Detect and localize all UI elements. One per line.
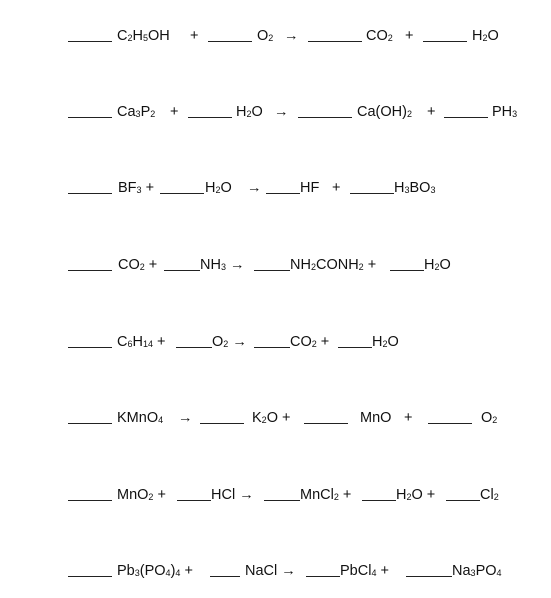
coefficient-blank[interactable] bbox=[428, 423, 472, 424]
formula: $Ca(OH)_2$ bbox=[357, 104, 412, 120]
coefficient-blank[interactable] bbox=[254, 270, 290, 271]
formula: $BF_3$ + bbox=[118, 180, 155, 196]
equation-6 bbox=[0, 410, 551, 434]
coefficient-blank[interactable] bbox=[68, 576, 112, 577]
formula: MnO bbox=[360, 410, 392, 426]
coefficient-blank[interactable] bbox=[200, 423, 244, 424]
formula: MnCl$_2$ + bbox=[300, 487, 352, 503]
coefficient-blank[interactable] bbox=[188, 117, 232, 118]
coefficient-blank[interactable] bbox=[350, 193, 394, 194]
formula: $CO_2$ + bbox=[118, 257, 158, 273]
formula: $O_2$ → bbox=[212, 334, 247, 350]
equation-3 bbox=[0, 180, 551, 204]
formula: $CO_2$ bbox=[366, 28, 393, 44]
equation-8 bbox=[0, 563, 551, 587]
formula: $NH_3$ → bbox=[200, 257, 245, 273]
coefficient-blank[interactable] bbox=[304, 423, 348, 424]
coefficient-blank[interactable] bbox=[254, 347, 290, 348]
formula: $H_3BO_3$ bbox=[394, 180, 436, 196]
coefficient-blank[interactable] bbox=[406, 576, 452, 577]
equation-7 bbox=[0, 487, 551, 511]
coefficient-blank[interactable] bbox=[160, 193, 204, 194]
formula: $H_2O$ bbox=[472, 28, 499, 44]
equation-4 bbox=[0, 257, 551, 281]
coefficient-blank[interactable] bbox=[362, 500, 396, 501]
equation-2 bbox=[0, 104, 551, 128]
coefficient-blank[interactable] bbox=[446, 500, 480, 501]
plus-sign: + bbox=[427, 104, 436, 120]
formula: $C_2H_5OH$ bbox=[117, 28, 170, 44]
formula: MnO$_2$ + bbox=[117, 487, 166, 503]
plus-sign: + bbox=[332, 180, 341, 196]
formula: $H_2O$ bbox=[205, 180, 232, 196]
coefficient-blank[interactable] bbox=[306, 576, 340, 577]
coefficient-blank[interactable] bbox=[423, 41, 467, 42]
coefficient-blank[interactable] bbox=[68, 41, 112, 42]
coefficient-blank[interactable] bbox=[176, 347, 212, 348]
coefficient-blank[interactable] bbox=[338, 347, 372, 348]
coefficient-blank[interactable] bbox=[164, 270, 200, 271]
formula: PbCl$_4$ + bbox=[340, 563, 389, 579]
formula: $Pb_3(PO_4)_4$ + bbox=[117, 563, 193, 579]
coefficient-blank[interactable] bbox=[68, 270, 112, 271]
coefficient-blank[interactable] bbox=[68, 500, 112, 501]
plus-sign: + bbox=[170, 104, 179, 120]
formula: $Cl_2$ bbox=[480, 487, 499, 503]
formula: $O_2$ bbox=[257, 28, 274, 44]
formula: $H_2O$ bbox=[236, 104, 263, 120]
coefficient-blank[interactable] bbox=[308, 41, 362, 42]
plus-sign: + bbox=[404, 410, 413, 426]
arrow: → bbox=[274, 104, 289, 120]
arrow: → bbox=[247, 180, 262, 196]
formula: $H_2O$ bbox=[372, 334, 399, 350]
coefficient-blank[interactable] bbox=[390, 270, 424, 271]
formula: $Ca_3P_2$ bbox=[117, 104, 156, 120]
equation-1 bbox=[0, 28, 551, 52]
plus-sign: + bbox=[190, 28, 199, 44]
arrow: → bbox=[178, 410, 193, 426]
coefficient-blank[interactable] bbox=[298, 117, 352, 118]
formula: KMnO$_4$ bbox=[117, 410, 164, 426]
formula: $H_2O$ + bbox=[396, 487, 436, 503]
plus-sign: + bbox=[405, 28, 414, 44]
arrow: → bbox=[284, 28, 299, 44]
coefficient-blank[interactable] bbox=[264, 500, 300, 501]
formula: NaCl → bbox=[245, 563, 296, 579]
coefficient-blank[interactable] bbox=[177, 500, 211, 501]
coefficient-blank[interactable] bbox=[68, 193, 112, 194]
formula: $PH_3$ bbox=[492, 104, 518, 120]
formula: $K_2O$ + bbox=[252, 410, 291, 426]
formula: HCl → bbox=[211, 487, 254, 503]
formula: $NH_2CONH_2$ + bbox=[290, 257, 377, 273]
coefficient-blank[interactable] bbox=[68, 117, 112, 118]
coefficient-blank[interactable] bbox=[444, 117, 488, 118]
coefficient-blank[interactable] bbox=[68, 423, 112, 424]
formula: $Na_3PO_4$ bbox=[452, 563, 502, 579]
formula: $H_2O$ bbox=[424, 257, 451, 273]
coefficient-blank[interactable] bbox=[266, 193, 300, 194]
coefficient-blank[interactable] bbox=[210, 576, 240, 577]
equation-5 bbox=[0, 334, 551, 358]
formula: $CO_2$ + bbox=[290, 334, 330, 350]
coefficient-blank[interactable] bbox=[68, 347, 112, 348]
coefficient-blank[interactable] bbox=[208, 41, 252, 42]
formula: $C_6H_{14}$ + bbox=[117, 334, 166, 350]
formula: HF bbox=[300, 180, 320, 196]
formula: $O_2$ bbox=[481, 410, 498, 426]
